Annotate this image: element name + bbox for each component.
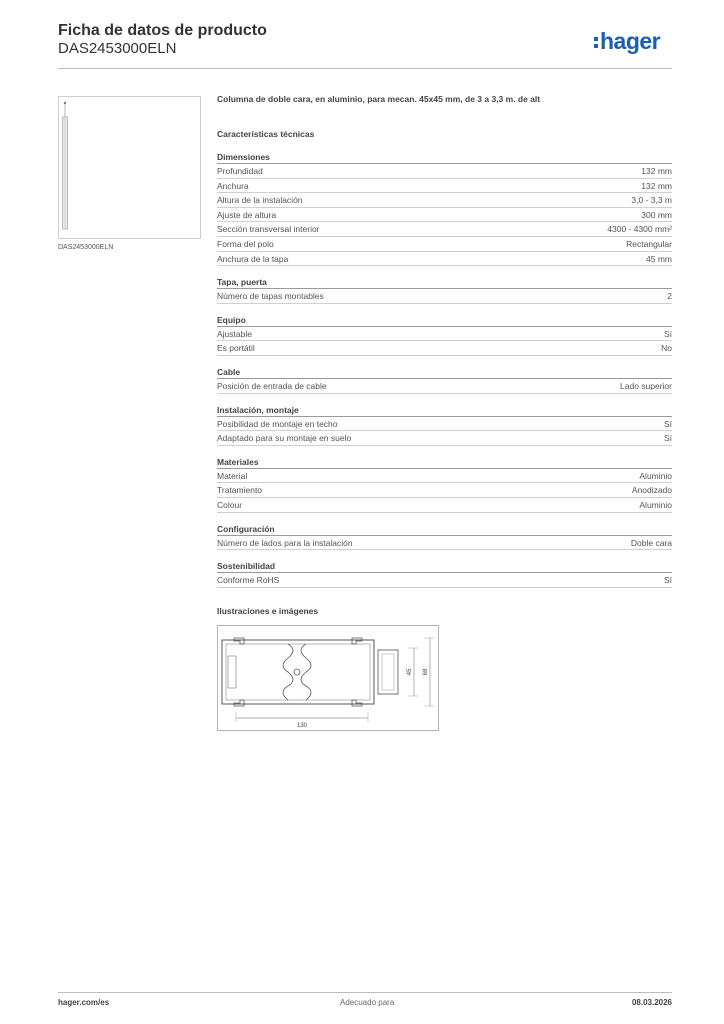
spec-value: 2 (667, 291, 672, 302)
spec-row (217, 431, 672, 446)
spec-row (217, 208, 672, 223)
product-thumbnail (58, 96, 201, 239)
spec-content (217, 94, 672, 731)
spec-section (217, 314, 672, 356)
spec-value: 3,0 - 3,3 m (631, 195, 672, 206)
spec-value: Rectangular (626, 238, 672, 249)
spec-value: No (661, 343, 672, 354)
dim-width-label: 130 (296, 722, 308, 729)
logo-text: hager (600, 28, 661, 54)
spec-section (217, 456, 672, 513)
spec-value: Sí (663, 433, 672, 444)
spec-value: 45 mm (646, 253, 672, 264)
spec-value: Doble cara (630, 537, 672, 548)
spec-row (217, 252, 672, 267)
spec-row (217, 536, 672, 551)
spec-value: 300 mm (641, 209, 672, 220)
spec-section (217, 560, 672, 588)
dim-outer-label: 68 (423, 668, 429, 676)
hager-logo (594, 28, 660, 55)
spec-row (217, 573, 672, 588)
spec-label: Sección transversal interior (217, 224, 320, 235)
spec-value: Aluminio (639, 470, 672, 481)
spec-label: Anchura (217, 180, 249, 191)
spec-section (217, 366, 672, 394)
spec-value: 132 mm (641, 180, 672, 191)
footer-divider (58, 992, 672, 993)
spec-row (217, 179, 672, 194)
page-title: Ficha de datos de producto (58, 22, 267, 39)
spec-label: Adaptado para su montaje en suelo (217, 433, 352, 444)
spec-sections (217, 151, 672, 588)
spec-label: Ajustable (217, 328, 252, 339)
spec-label: Colour (217, 499, 243, 510)
spec-label: Forma del polo (217, 238, 274, 249)
spec-section (217, 404, 672, 446)
spec-value: 132 mm (641, 166, 672, 176)
spec-value: Sí (663, 575, 672, 586)
spec-section (217, 523, 672, 551)
spec-label: Altura de la instalación (217, 195, 303, 206)
spec-section-title: Sostenibilidad (217, 560, 672, 573)
spec-section-title: Cable (217, 366, 672, 379)
spec-row (217, 164, 672, 179)
spec-row (217, 222, 672, 237)
spec-row (217, 469, 672, 484)
cross-section-drawing (218, 626, 438, 730)
spec-row (217, 327, 672, 342)
spec-section-title: Materiales (217, 456, 672, 469)
spec-label: Número de tapas montables (217, 291, 324, 302)
spec-row (217, 483, 672, 498)
spec-value: Lado superior (620, 380, 672, 391)
spec-section (217, 151, 672, 266)
spec-value: Sí (663, 418, 672, 429)
product-description: Columna de doble cara, en aluminio, para mecan. 45x45 mm, de 3 a 3,3 m. de alt (217, 94, 541, 104)
header-divider (58, 68, 672, 69)
footer-date: 08.03.2026 (631, 998, 672, 1007)
product-code: DAS2453000ELN (58, 40, 177, 57)
spec-value: Sí (663, 328, 672, 339)
spec-label: Ajuste de altura (217, 209, 277, 220)
spec-label: Profundidad (217, 166, 263, 176)
spec-section (217, 276, 672, 304)
spec-section-title: Tapa, puerta (217, 276, 672, 289)
spec-section-title: Configuración (217, 523, 672, 536)
spec-section-title: Equipo (217, 314, 672, 327)
spec-section-title: Dimensiones (217, 151, 672, 164)
spec-value: Aluminio (639, 499, 672, 510)
spec-row (217, 237, 672, 252)
spec-label: Posibilidad de montaje en techo (217, 418, 338, 429)
spec-label: Es portátil (217, 343, 255, 354)
spec-row (217, 289, 672, 304)
dim-inner-label: 45 (407, 668, 413, 676)
footer-website-link[interactable]: hager.com/es (58, 998, 110, 1007)
technical-drawing (217, 625, 439, 731)
spec-row (217, 193, 672, 208)
illustrations-heading: Ilustraciones e imágenes (217, 605, 319, 616)
spec-row (217, 341, 672, 356)
footer-suitable-for: Adecuado para (340, 998, 395, 1007)
spec-label: Material (217, 470, 248, 481)
column-product-icon (59, 97, 200, 238)
spec-section-title: Instalación, montaje (217, 404, 672, 417)
spec-label: Posición de entrada de cable (217, 380, 327, 391)
tech-characteristics-heading: Características técnicas (217, 129, 315, 139)
spec-label: Anchura de la tapa (217, 253, 289, 264)
spec-row (217, 417, 672, 432)
thumbnail-caption: DAS2453000ELN (58, 244, 114, 251)
spec-label: Conforme RoHS (217, 575, 280, 586)
spec-value: 4300 - 4300 mm² (607, 224, 672, 235)
spec-value: Anodizado (631, 485, 672, 496)
spec-label: Número de lados para la instalación (217, 537, 353, 548)
spec-row (217, 498, 672, 513)
logo-dots-icon (594, 35, 599, 49)
spec-row (217, 379, 672, 394)
spec-label: Tratamiento (217, 485, 263, 496)
